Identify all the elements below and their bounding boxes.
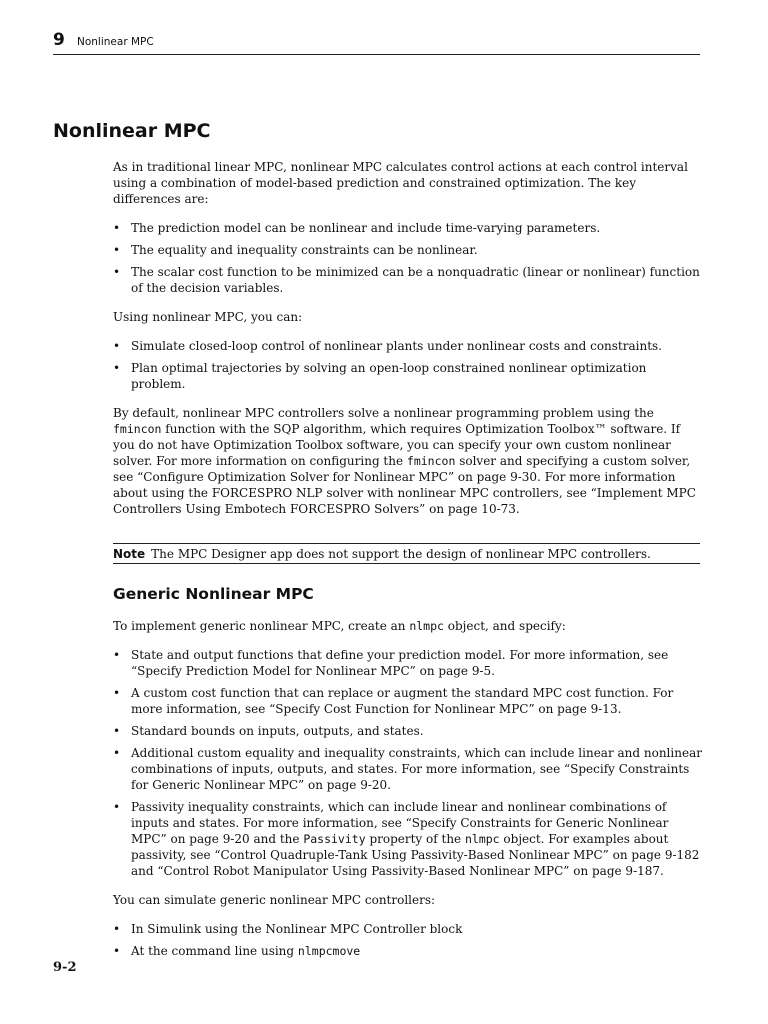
list-item: • At the command line using nlmpcmove [113, 943, 703, 959]
list-item: • State and output functions that define your prediction model. For more information, see “Specify Prediction Model for Nonlinear MPC” on page 9-5. [113, 647, 703, 679]
code-nlmpc: nlmpc [409, 619, 444, 633]
code-nlmpc: nlmpc [464, 832, 500, 846]
default-solver-paragraph: By default, nonlinear MPC controllers solve a nonlinear programming problem using the fmincon function with the SQP algorithm, which requires Optimization Toolbox™ software. If you do not have Optimization Toolbox software, you can specify your own custom nonlinear solver. For more information on configuring the fmincon solver and specifying a custom solver, see “Configure Optimization Solver for Nonlinear MPC” on page 9-30. For more information about using the FORCESPRO NLP solver with nonlinear MPC controllers, see “Implement MPC Controllers Using Embotech FORCESPRO Solvers” on page 10-73. [113, 406, 696, 516]
list-item: • Additional custom equality and inequality constraints, which can include linear and nonlinear combinations of inputs, outputs, and states. For more information, see “Specify Constraints for Generic Nonlinear MPC” on page 9-20. [113, 745, 703, 793]
running-header [53, 30, 700, 55]
list-item: • Standard bounds on inputs, outputs, and states. [113, 723, 703, 739]
differences-list [113, 220, 703, 296]
list-item: • Passivity inequality constraints, which can include linear and nonlinear combinations of inputs and states. For more information, see “Specify Constraints for Generic Nonlinear MPC” on page 9-20 and the Passivity property of the nlmpc object. For examples about passivity, see “Control Quadruple-Tank Using Passivity-Based Nonlinear MPC” on page 9-182 and “Control Robot Manipulator Using Passivity-Based Nonlinear MPC” on page 9-187. [113, 799, 703, 879]
list-item: • In Simulink using the Nonlinear MPC Controller block [113, 921, 703, 937]
capabilities-list [113, 338, 703, 392]
list-item: • Simulate closed-loop control of nonlinear plants under nonlinear costs and constraints. [113, 338, 703, 354]
code-passivity: Passivity [303, 832, 366, 846]
page-number: 9-2 [53, 960, 77, 975]
simulate-list [113, 921, 703, 959]
code-fmincon: fmincon [113, 422, 162, 436]
list-item: • The equality and inequality constraints can be nonlinear. [113, 242, 703, 258]
list-item: • Plan optimal trajectories by solving an open-loop constrained nonlinear optimization problem. [113, 360, 703, 392]
note-text: The MPC Designer app does not support the design of nonlinear MPC controllers. [151, 547, 651, 561]
generic-intro: To implement generic nonlinear MPC, create an nlmpc object, and specify: [113, 619, 566, 633]
note-box [113, 543, 700, 564]
chapter-number: 9 [53, 30, 65, 50]
list-item: • A custom cost function that can replace or augment the standard MPC cost function. For more information, see “Specify Cost Function for Nonlinear MPC” on page 9-13. [113, 685, 703, 717]
using-paragraph: Using nonlinear MPC, you can: [113, 310, 303, 324]
code-fmincon: fmincon [406, 454, 456, 468]
main-content [113, 159, 703, 972]
chapter-title: Nonlinear MPC [77, 36, 154, 48]
intro-paragraph: As in traditional linear MPC, nonlinear MPC calculates control actions at each control interval using a combination of model-based prediction and constrained optimization. The key differences are: [113, 160, 688, 206]
list-item: • The prediction model can be nonlinear and include time-varying parameters. [113, 220, 703, 236]
note-label: Note [113, 547, 146, 561]
simulate-paragraph: You can simulate generic nonlinear MPC controllers: [113, 893, 436, 907]
page-title: Nonlinear MPC [53, 120, 211, 142]
section-heading: Generic Nonlinear MPC [113, 585, 314, 603]
code-nlmpcmove: nlmpcmove [297, 944, 361, 958]
list-item: • The scalar cost function to be minimized can be a nonquadratic (linear or nonlinear) function of the decision variables. [113, 264, 703, 296]
generic-list [113, 647, 703, 879]
